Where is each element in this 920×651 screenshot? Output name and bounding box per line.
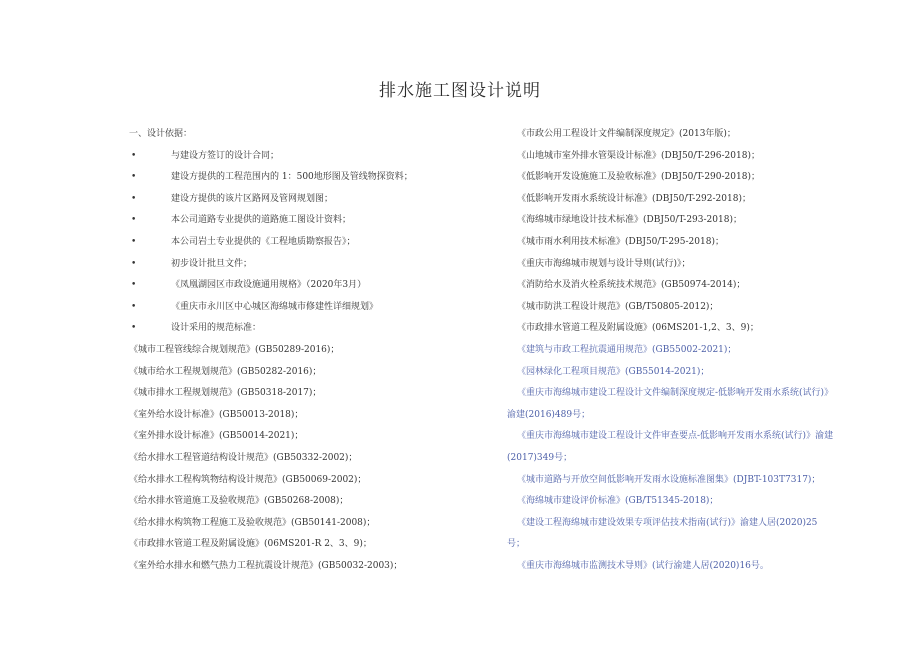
standard-item: 《城市防洪工程设计规范》(GB/T50805-2012)； xyxy=(517,301,719,312)
standard-item: 《给水排水工程管道结构设计规范》(GB50332-2002)； xyxy=(129,452,358,463)
standard-item: 《低影响开发雨水系统设计标准》(DBJ50/T-292-2018)； xyxy=(517,193,751,204)
right-column xyxy=(507,124,912,577)
list-item-text: 本公司岩土专业提供的《工程地质勘察报告》； xyxy=(171,236,356,247)
standard-item: 《海绵城市绿地设计技术标准》(DBJ50/T-293-2018)； xyxy=(517,215,742,226)
bullet-icon: • xyxy=(131,193,137,204)
bullet-icon: • xyxy=(131,150,137,161)
standard-item: 《低影响开发设施施工及验收标准》(DBJ50/T-290-2018)； xyxy=(517,172,760,183)
standard-item: 《市政公用工程设计文件编制深度规定》(2013年版)； xyxy=(517,129,736,139)
standard-item: 《室外排水设计标准》(GB50014-2021)； xyxy=(129,431,304,442)
list-item-text: 《凤凰湖园区市政设施通用规格》（2020年3月） xyxy=(171,280,367,291)
list-item xyxy=(119,210,504,232)
standard-item: 《城市道路与开放空间低影响开发雨水设施标准图集》(DJBT-103T7317)； xyxy=(517,474,821,485)
standard-item-continued: 号； xyxy=(507,539,526,550)
standard-item: 《城市工程管线综合规划规范》(GB50289-2016)； xyxy=(129,344,340,355)
page-title: 排水施工图设计说明 xyxy=(379,81,541,101)
standard-item: 《给水排水管道施工及验收规范》(GB50268-2008)； xyxy=(129,496,349,507)
bullet-icon: • xyxy=(131,236,137,247)
list-item-text: 建设方提供的工程范围内的 1：500地形图及管线物探资料； xyxy=(171,172,413,183)
standard-item: 《城市给水工程规划规范》(GB50282-2016)； xyxy=(129,366,322,377)
list-item-text: 建设方提供的该片区路网及管网规划图； xyxy=(171,193,334,204)
list-item-text: 《重庆市永川区中心城区海绵城市修建性详细规划》 xyxy=(171,301,379,312)
standard-item: 《消防给水及消火栓系统技术规范》(GB50974-2014)； xyxy=(517,280,746,291)
list-item xyxy=(119,318,504,340)
standard-item: 《建筑与市政工程抗震通用规范》(GB55002-2021)； xyxy=(517,344,737,355)
standard-item: 《山地城市室外排水管渠设计标准》(DBJ50/T-296-2018)； xyxy=(517,150,760,161)
list-item-text: 与建设方签订的设计合同； xyxy=(171,150,280,161)
bullet-icon: • xyxy=(131,280,137,291)
standard-item-continued: (2017)349号； xyxy=(507,452,573,463)
standard-item: 《重庆市海绵城市建设工程设计文件审查要点-低影响开发雨水系统(试行)》渝建 xyxy=(517,431,834,442)
standard-item: 《室外给水设计标准》(GB50013-2018)； xyxy=(129,409,304,420)
standard-item: 《市政排水管道工程及附属设施》(06MS201-1,2、3、9)； xyxy=(517,323,759,334)
standard-item-continued: 渝建(2016)489号； xyxy=(507,409,591,420)
list-item-text: 初步设计批旦文件； xyxy=(171,258,253,269)
list-item xyxy=(119,232,504,254)
standard-item: 《给水排水构筑物工程施工及验收规范》(GB50141-2008)； xyxy=(129,517,376,528)
standard-item: 《室外给水排水和燃气热力工程抗震设计规范》(GB50032-2003)； xyxy=(129,560,403,571)
list-item xyxy=(119,146,504,168)
standard-item: 《城市雨水利用技术标准》(DBJ50/T-295-2018)； xyxy=(517,236,724,247)
bullet-icon: • xyxy=(131,215,137,226)
left-column xyxy=(119,124,504,571)
list-item xyxy=(119,297,504,319)
list-item xyxy=(119,167,504,189)
bullet-icon: • xyxy=(131,258,137,269)
standard-item: 《园林绿化工程项目规范》(GB55014-2021)； xyxy=(517,366,710,377)
standard-item: 《建设工程海绵城市建设效果专项评估技术指南(试行)》渝建人居(2020)25 xyxy=(517,517,818,528)
standard-item: 《重庆市海绵城市建设工程设计文件编制深度规定-低影响开发雨水系统(试行)》 xyxy=(517,388,834,399)
bullet-icon: • xyxy=(131,301,137,312)
standard-item: 《城市排水工程规划规范》(GB50318-2017)； xyxy=(129,388,322,399)
standard-item: 《给水排水工程构筑物结构设计规范》(GB50069-2002)； xyxy=(129,474,367,485)
standard-item: 《市政排水管道工程及附属设施》(06MS201-R 2、3、9)； xyxy=(129,539,372,550)
bullet-icon: • xyxy=(131,323,137,334)
list-item xyxy=(119,189,504,211)
section-heading: 一、设计依据： xyxy=(129,129,193,139)
standard-item: 《重庆市海绵城市监测技术导则》(试行渝建人居(2020)16号。 xyxy=(517,560,769,571)
bullet-icon: • xyxy=(131,172,137,183)
standard-item: 《海绵城市建设评价标准》(GB/T51345-2018)； xyxy=(517,496,719,507)
standard-item: 《重庆市海绵城市规划与设计导则(试行)》； xyxy=(517,258,691,269)
list-item xyxy=(119,254,504,276)
list-item-text: 本公司道路专业提供的道路施工图设计资料； xyxy=(171,215,352,226)
list-item-text: 设计采用的规范标准： xyxy=(171,323,262,334)
list-item xyxy=(119,275,504,297)
